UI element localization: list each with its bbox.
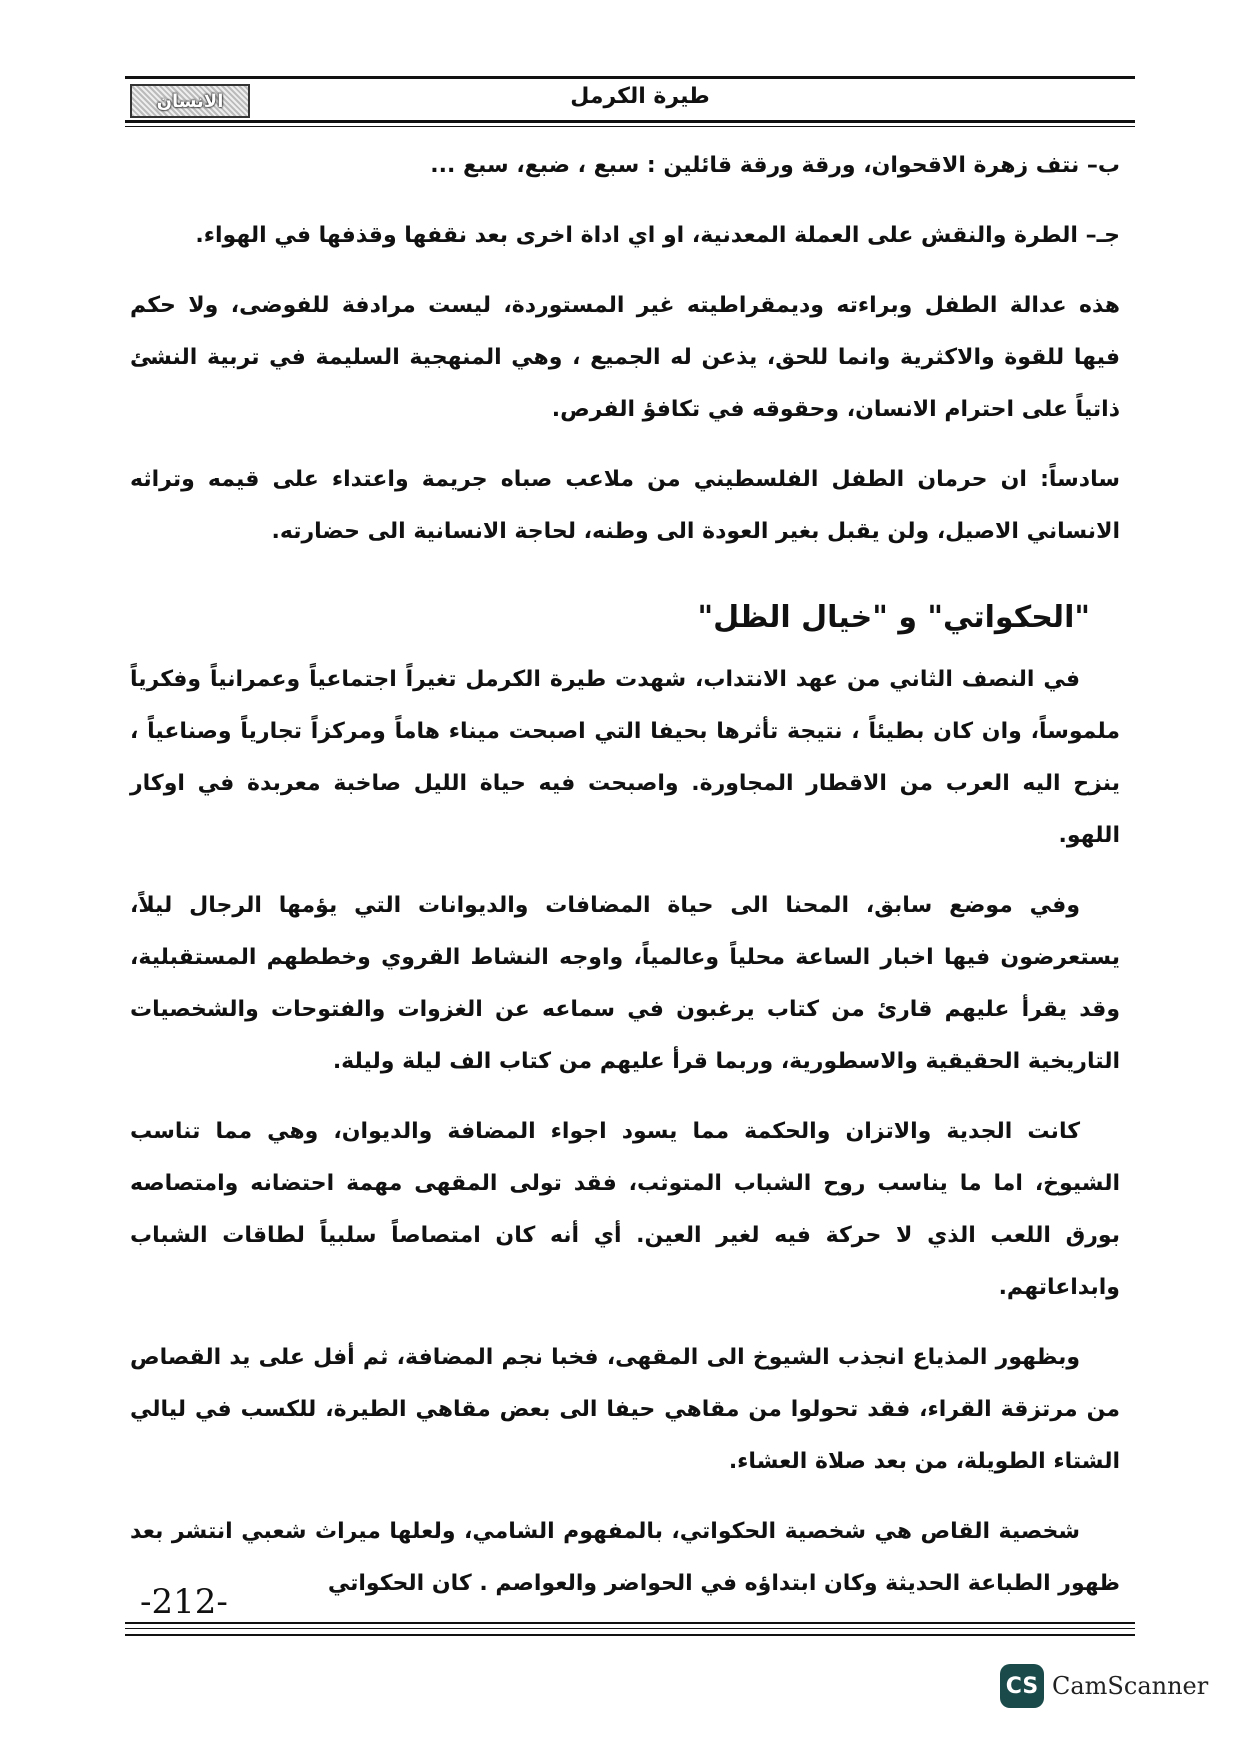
header-top-rule xyxy=(125,76,1135,79)
paragraph-1: في النصف الثاني من عهد الانتداب، شهدت طيرة الكرمل تغيراً اجتماعياً وعمرانياً وفكرياً ملموساً، وان كان بطيئاً ، نتيجة تأثرها بحيفا التي اصبحت ميناء هاماً ومركزاً تجارياً وصناعياً ، ينزح اليه العرب من الاقطار المجاورة. واصبحت فيه حياة الليل صاخبة معربدة في اوكار اللهو. xyxy=(130,667,1120,848)
list-item-j: جـ– الطرة والنقش على العملة المعدنية، او اي اداة اخرى بعد نقفها وقذفها في الهواء. xyxy=(195,223,1120,248)
book-badge xyxy=(130,84,250,118)
footer-rule-3 xyxy=(125,1634,1135,1636)
sixth-lead: سادساً: xyxy=(1040,467,1120,492)
running-title: طيرة الكرمل xyxy=(570,84,710,109)
list-item-b: ب– نتف زهرة الاقحوان، ورقة ورقة قائلين : سبع ، ضبع، سبع ... xyxy=(430,153,1120,178)
paragraph-5: شخصية القاص هي شخصية الحكواتي، بالمفهوم الشامي، ولعلها ميراث شعبي انتشر بعد ظهور الطباعة الحديثة وكان ابتداؤه في الحواضر والعواصم . كان الحكواتي xyxy=(130,1519,1120,1596)
paragraph-2: وفي موضع سابق، المحنا الى حياة المضافات والديوانات التي يؤمها الرجال ليلاً، يستعرضون فيها اخبار الساعة محلياً وعالمياً، واوجه النشاط القروي وخططهم المستقبلية، وقد يقرأ عليهم قارئ من كتاب يرغبون في سماعه عن الغزوات والفتوحات والشخصيات التاريخية الحقيقية والاسطورية، وربما قرأ عليهم من كتاب الف ليلة وليلة. xyxy=(130,893,1120,1074)
paragraph-3: كانت الجدية والاتزان والحكمة مما يسود اجواء المضافة والديوان، وهي مما تناسب الشيوخ، اما ما يناسب روح الشباب المتوثب، فقد تولى المقهى مهمة احتضانه وامتصاصه بورق اللعب الذي لا حركة فيه لغير العين. أي أنه كان امتصاصاً سلبياً لطاقات الشباب وابداعاتهم. xyxy=(130,1119,1120,1300)
paragraph-sixth xyxy=(130,454,1120,558)
book-badge-label: الانسان xyxy=(156,90,224,112)
camscanner-logo-text: CS xyxy=(1005,1673,1039,1699)
camscanner-label: CamScanner xyxy=(1052,1672,1209,1700)
page-body xyxy=(130,140,1120,1628)
footer-rule-1 xyxy=(125,1622,1135,1624)
camscanner-logo-icon xyxy=(1000,1664,1044,1708)
paragraph-4: وبظهور المذياع انجذب الشيوخ الى المقهى، فخبا نجم المضافة، ثم أفل على يد القصاص من مرتزقة القراء، فقد تحولوا من مقاهي حيفا الى بعض مقاهي الطيرة، للكسب في ليالي الشتاء الطويلة، من بعد صلاة العشاء. xyxy=(130,1345,1120,1474)
paragraph-justice: هذه عدالة الطفل وبراءته وديمقراطيته غير المستوردة، ليست مرادفة للفوضى، ولا حكم فيها للقوة والاكثرية وانما للحق، يذعن له الجميع ، وهي المنهجية السليمة في تربية النشئ ذاتياً على احترام الانسان، وحقوقه في تكافؤ الفرص. xyxy=(130,293,1120,422)
header-bottom-rule xyxy=(125,120,1135,123)
sixth-text: ان حرمان الطفل الفلسطيني من ملاعب صباه جريمة واعتداء على قيمه وتراثه الانساني الاصيل، ولن يقبل بغير العودة الى وطنه، لحاجة الانسانية الى حضارته. xyxy=(130,467,1120,544)
header-bottom-rule-2 xyxy=(125,126,1135,127)
footer-rule-2 xyxy=(125,1628,1135,1629)
section-heading: "الحكواتي" و "خيال الظل" xyxy=(697,600,1090,635)
page-number: -212- xyxy=(140,1582,228,1622)
